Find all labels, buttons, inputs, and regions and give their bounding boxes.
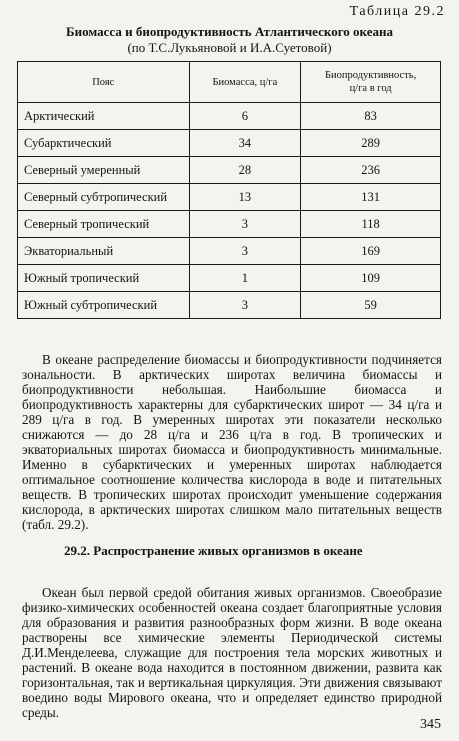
- table-row: [18, 211, 441, 238]
- cell-belt: Южный субтропический: [18, 292, 190, 319]
- table-label: Таблица 29.2: [349, 4, 445, 19]
- cell-biomass: 3: [189, 238, 301, 265]
- cell-biomass: 28: [189, 157, 301, 184]
- cell-bioproductivity: 131: [301, 184, 441, 211]
- cell-bioproductivity: 118: [301, 211, 441, 238]
- cell-biomass: 13: [189, 184, 301, 211]
- cell-belt: Южный тропический: [18, 265, 190, 292]
- header-biomass: Биомасса, ц/га: [189, 62, 301, 103]
- cell-biomass: 1: [189, 265, 301, 292]
- header-bioproductivity-line2: ц/га в год: [349, 83, 392, 94]
- cell-belt: Северный умеренный: [18, 157, 190, 184]
- cell-bioproductivity: 236: [301, 157, 441, 184]
- cell-belt: Субарктический: [18, 130, 190, 157]
- cell-biomass: 34: [189, 130, 301, 157]
- table-title-source: (по Т.С.Лукьяновой и И.А.Суетовой): [127, 40, 332, 55]
- cell-belt: Экваториальный: [18, 238, 190, 265]
- table-title-main: Биомасса и биопродуктивность Атлантического океана: [66, 24, 393, 39]
- cell-belt: Северный субтропический: [18, 184, 190, 211]
- header-bioproductivity-line1: Биопродуктивность,: [324, 70, 417, 81]
- cell-bioproductivity: 83: [301, 103, 441, 130]
- body-paragraph: В океане распределение биомассы и биопродуктивности подчиняется зональности. В арктических широтах величина биомассы и биопродуктивности небольшая. Наибольшие биомасса и биопродуктивность характерны для субарктических широт — 34 ц/га и 289 ц/га в год. В умеренных широтах эти показатели несколько снижаются — до 28 ц/га и 236 ц/га в год. В тропических и экваториальных широтах биомасса и биопродуктивность минимальные. Именно в субарктических и умеренных широтах наблюдается оптимальное соотношение количества кислорода в воде и питательных веществ. В тропических широтах происходит уменьшение содержания кислорода, в арктических широтах слишком мало питательных веществ (табл. 29.2).: [22, 352, 442, 533]
- body-paragraph: Океан был первой средой обитания живых организмов. Своеобразие физико-химических особенностей океана создает благоприятные условия для образования и развития разнообразных форм жизни. В воде океана растворены все химические элементы Периодической системы Д.И.Менделеева, служащие для построения тела морских животных и растений. В океане вода находится в постоянном движении, развита как горизонтальная, так и вертикальная циркуляция. Эти движения связывают воедино воды Мирового океана, что и определяет единство природной среды.: [22, 585, 442, 721]
- header-bioproductivity: [301, 62, 441, 103]
- cell-bioproductivity: 169: [301, 238, 441, 265]
- section-heading: 29.2. Распространение живых организмов в океане: [64, 543, 363, 558]
- table-row: [18, 265, 441, 292]
- header-belt: Пояс: [18, 62, 190, 103]
- table-header-row: [18, 62, 441, 103]
- table-row: [18, 103, 441, 130]
- table-row: [18, 238, 441, 265]
- table-row: [18, 184, 441, 211]
- table-title: [0, 24, 459, 56]
- table-row: [18, 157, 441, 184]
- cell-biomass: 3: [189, 292, 301, 319]
- cell-belt: Северный тропический: [18, 211, 190, 238]
- cell-biomass: 6: [189, 103, 301, 130]
- cell-bioproductivity: 109: [301, 265, 441, 292]
- table-row: [18, 292, 441, 319]
- biomass-table: [17, 61, 441, 319]
- cell-belt: Арктический: [18, 103, 190, 130]
- cell-biomass: 3: [189, 211, 301, 238]
- cell-bioproductivity: 289: [301, 130, 441, 157]
- cell-bioproductivity: 59: [301, 292, 441, 319]
- page-number: 345: [420, 717, 441, 732]
- table-row: [18, 130, 441, 157]
